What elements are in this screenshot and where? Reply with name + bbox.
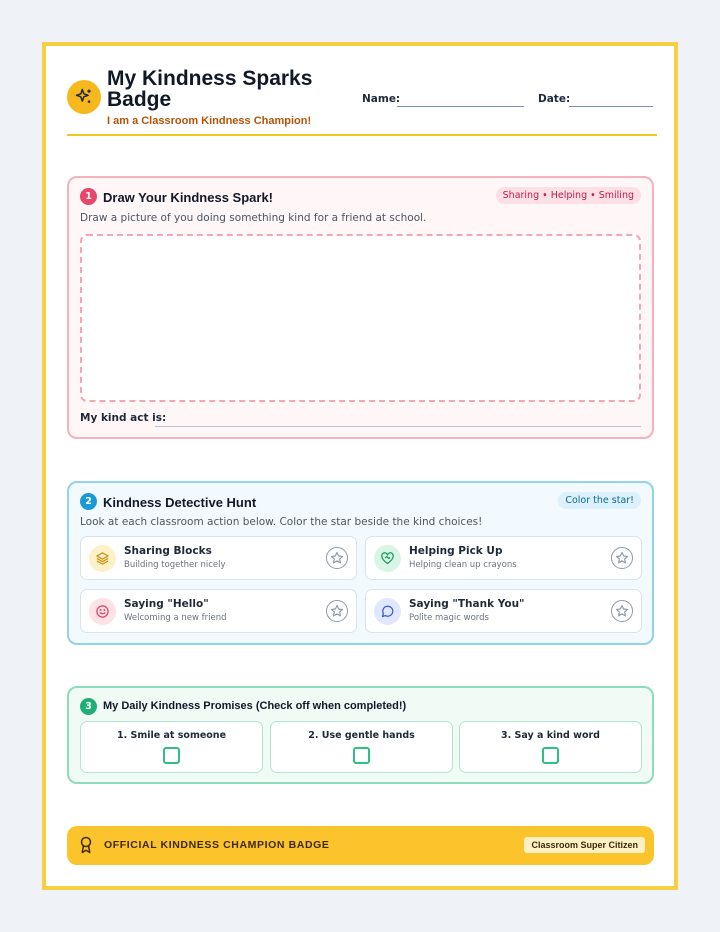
task-title: Sharing Blocks [124,545,212,557]
detective-hunt-section [67,481,654,645]
section-number: 1 [80,188,97,205]
page-title: My Kindness Sparks Badge [107,67,313,111]
section-title: Draw Your Kindness Spark! [103,190,274,205]
promise-checkbox[interactable] [163,747,180,764]
task-subtitle: Helping clean up crayons [409,560,517,570]
heart-handshake-icon [374,545,401,572]
name-field[interactable] [397,106,524,107]
worksheet-header [67,66,657,136]
section-title: My Daily Kindness Promises (Check off when completed!) [103,700,407,712]
draw-kindness-section [67,176,654,439]
star-icon[interactable] [611,600,633,622]
task-card [80,536,357,580]
section-number: 2 [80,493,97,510]
award-icon [77,835,95,859]
star-icon[interactable] [326,600,348,622]
footer-title: OFFICIAL KINDNESS CHAMPION BADGE [104,839,330,851]
promise-checkbox[interactable] [542,747,559,764]
kind-act-label: My kind act is: [80,412,167,424]
message-circle-icon [374,598,401,625]
promise-label: 3. Say a kind word [501,730,600,741]
drawing-area[interactable] [80,234,641,402]
section-instructions: Look at each classroom action below. Color the star beside the kind choices! [80,516,483,528]
task-card [365,536,642,580]
date-field[interactable] [569,106,653,107]
page-subtitle: I am a Classroom Kindness Champion! [107,115,312,127]
smile-icon [89,598,116,625]
daily-promises-section [67,686,654,784]
name-label: Name: [362,93,401,105]
section-number: 3 [80,698,97,715]
promise-card [80,721,263,773]
promise-label: 1. Smile at someone [116,730,227,741]
section-tag: Sharing • Helping • Smiling [496,187,641,204]
promise-label: 2. Use gentle hands [308,730,415,741]
promise-card [459,721,642,773]
kind-act-field[interactable] [155,426,641,427]
layers-icon [89,545,116,572]
section-instructions: Draw a picture of you doing something kind for a friend at school. [80,212,427,224]
sparkles-icon [67,80,101,114]
task-card [80,589,357,633]
badge-footer [67,826,654,865]
worksheet-page [42,42,678,890]
star-icon[interactable] [326,547,348,569]
star-icon[interactable] [611,547,633,569]
task-subtitle: Welcoming a new friend [124,613,227,623]
task-subtitle: Building together nicely [124,560,226,570]
task-title: Saying "Hello" [124,598,209,610]
promise-checkbox[interactable] [353,747,370,764]
footer-badge: Classroom Super Citizen [524,837,645,853]
task-subtitle: Polite magic words [409,613,489,623]
date-label: Date: [538,93,571,105]
section-tag: Color the star! [558,492,641,509]
task-title: Saying "Thank You" [409,598,525,610]
task-card [365,589,642,633]
task-title: Helping Pick Up [409,545,503,557]
promise-card [270,721,453,773]
section-title: Kindness Detective Hunt [103,495,257,510]
